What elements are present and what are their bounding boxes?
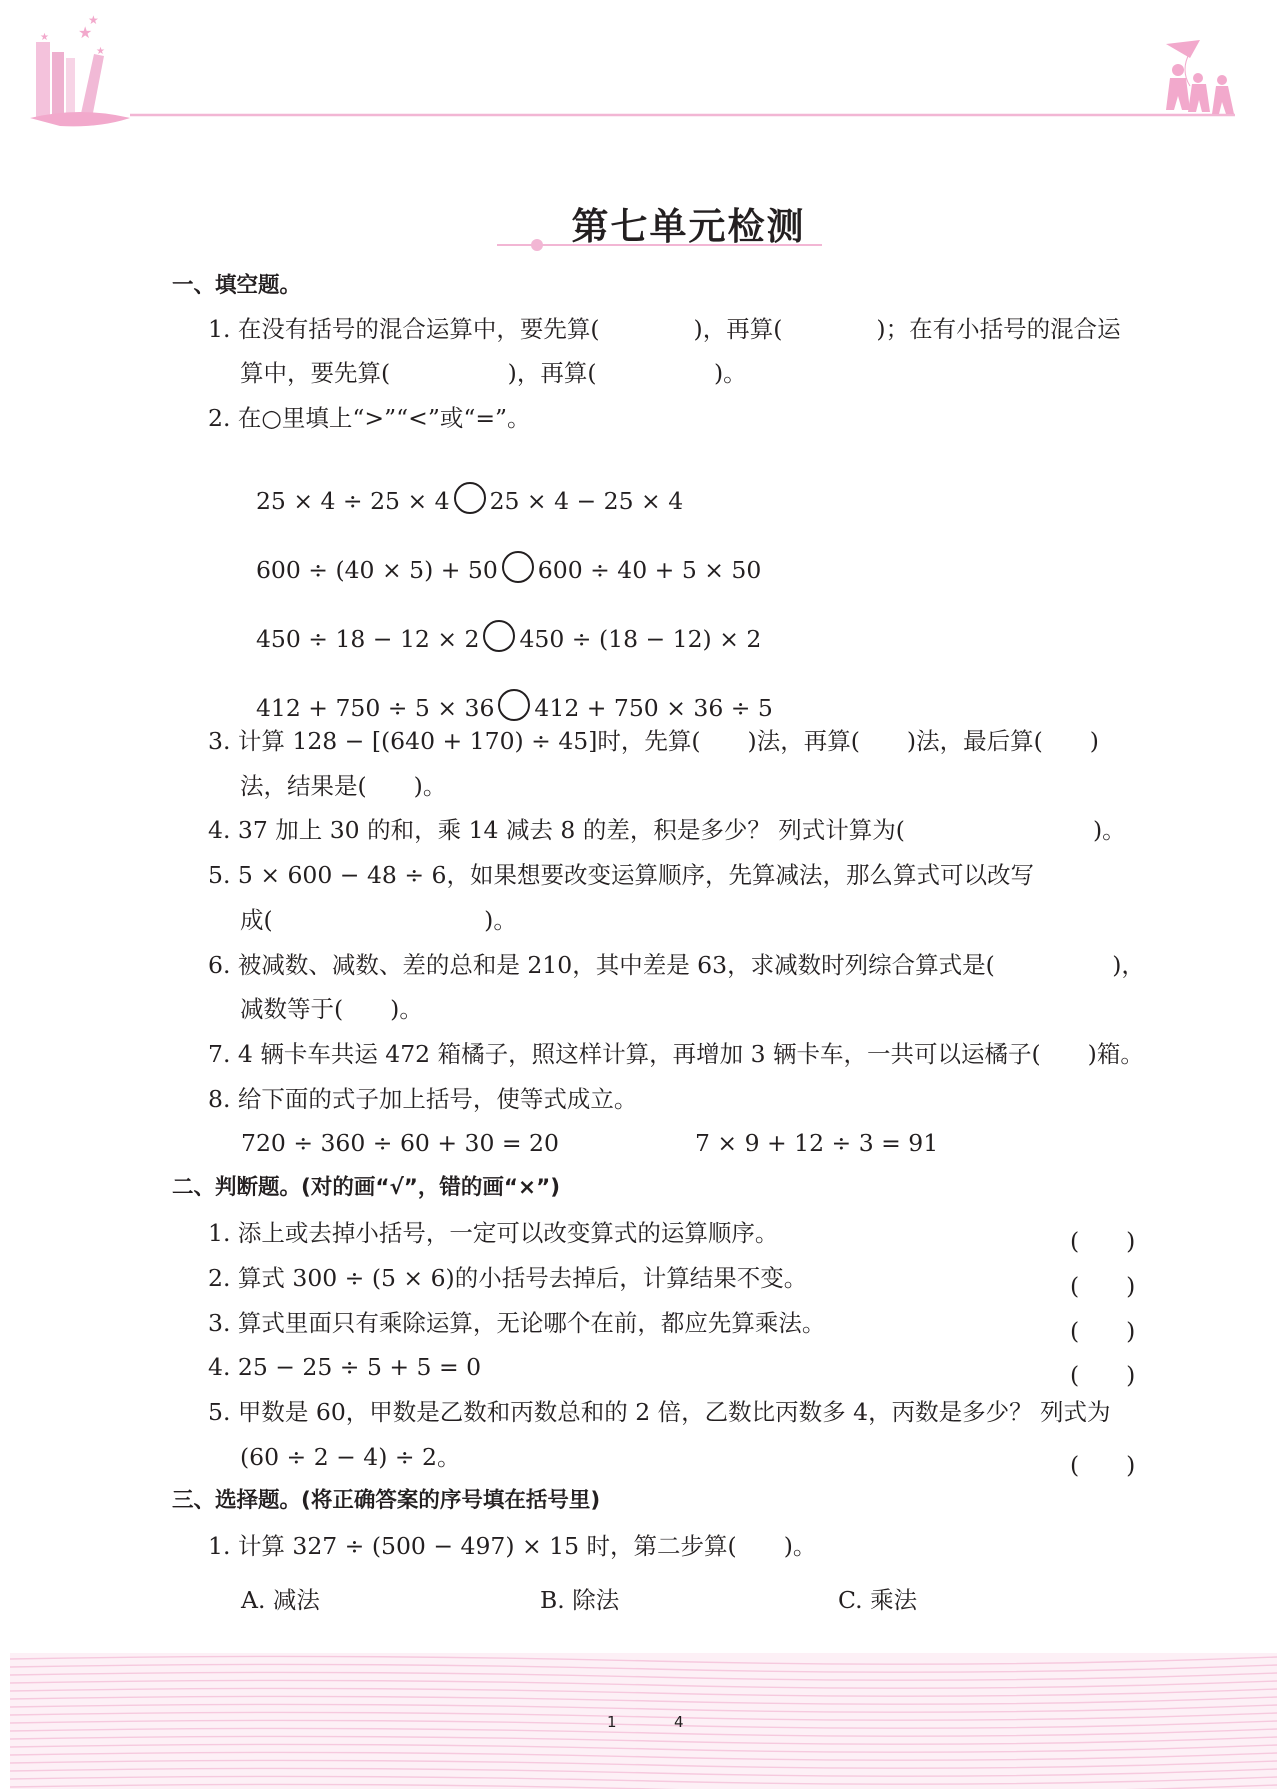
judge-item-2: 2. 算式 300 ÷ (5 × 6)的小括号去掉后，计算结果不变。 <box>208 1264 808 1292</box>
svg-text:★: ★ <box>78 23 93 42</box>
compare-row <box>241 466 683 514</box>
compare-row <box>241 604 761 652</box>
section2-heading: 二、判断题。(对的画“√”，错的画“×”) <box>172 1175 561 1200</box>
page-number-digit: 1 <box>607 1713 617 1731</box>
compare-right: 450 ÷ (18 − 12) × 2 <box>519 624 762 653</box>
question-6-line-1: 6. 被减数、减数、差的总和是 210，其中差是 63，求减数时列综合算式是( )， <box>208 951 1145 979</box>
footer-decoration <box>10 1653 1277 1789</box>
section1-heading: 一、填空题。 <box>172 273 302 298</box>
page-number-digit: 4 <box>674 1713 684 1731</box>
question-1-line-2: 算中，要先算( )，再算( )。 <box>240 359 747 387</box>
answer-blank[interactable]: ( ) <box>1070 1317 1136 1345</box>
compare-left: 412 + 750 ÷ 5 × 36 <box>255 693 495 722</box>
judge-item-1: 1. 添上或去掉小括号，一定可以改变算式的运算顺序。 <box>208 1219 779 1247</box>
option-a[interactable]: A. 减法 <box>241 1586 320 1614</box>
svg-text:★: ★ <box>96 46 105 57</box>
svg-text:★: ★ <box>88 13 99 27</box>
answer-circle[interactable] <box>498 689 530 721</box>
books-icon <box>30 13 130 126</box>
page-title: 第七单元检测 <box>571 204 806 248</box>
answer-circle[interactable] <box>483 620 515 652</box>
section3-heading: 三、选择题。(将正确答案的序号填在括号里) <box>172 1488 601 1513</box>
equation-1: 720 ÷ 360 ÷ 60 + 30 = 20 <box>241 1129 559 1157</box>
answer-blank[interactable]: ( ) <box>1070 1361 1136 1389</box>
question-3-line-1: 3. 计算 128 − [(640 + 170) ÷ 45]时，先算( )法，再算( )法，最后算( ) <box>208 727 1099 755</box>
answer-blank[interactable]: ( ) <box>1070 1272 1136 1300</box>
question-2: 2. 在○里填上“>”“<”或“=”。 <box>208 404 531 432</box>
option-c[interactable]: C. 乘法 <box>838 1586 918 1614</box>
compare-row <box>241 535 761 583</box>
title-underline <box>497 238 822 252</box>
question-4: 4. 37 加上 30 的和，乘 14 减去 8 的差，积是多少？ 列式计算为( )。 <box>208 816 1126 844</box>
question-1-line-1: 1. 在没有括号的混合运算中，要先算( )，再算( )；在有小括号的混合运 <box>208 315 1121 343</box>
question-6-line-2: 减数等于( )。 <box>240 995 423 1023</box>
header-decoration <box>0 0 1287 140</box>
children-kite-icon <box>1166 40 1234 114</box>
answer-circle[interactable] <box>502 551 534 583</box>
equation-2: 7 × 9 + 12 ÷ 3 = 91 <box>695 1129 939 1157</box>
judge-item-5-line-2: (60 ÷ 2 − 4) ÷ 2。 <box>240 1443 461 1471</box>
question-3-line-2: 法，结果是( )。 <box>240 772 447 800</box>
svg-text:★: ★ <box>40 32 49 43</box>
compare-row <box>241 673 773 721</box>
question-7: 7. 4 辆卡车共运 472 箱橘子，照这样计算，再增加 3 辆卡车，一共可以运橘子( )箱。 <box>208 1040 1144 1068</box>
compare-right: 412 + 750 × 36 ÷ 5 <box>534 693 773 722</box>
answer-blank[interactable]: ( ) <box>1070 1227 1136 1255</box>
choice-question-1: 1. 计算 327 ÷ (500 − 497) × 15 时，第二步算( )。 <box>208 1532 817 1560</box>
answer-circle[interactable] <box>454 482 486 514</box>
question-8: 8. 给下面的式子加上括号，使等式成立。 <box>208 1085 638 1113</box>
judge-item-4: 4. 25 − 25 ÷ 5 + 5 = 0 <box>208 1353 482 1381</box>
compare-left: 450 ÷ 18 − 12 × 2 <box>255 624 480 653</box>
question-5-line-2: 成( )。 <box>240 906 517 934</box>
option-b[interactable]: B. 除法 <box>540 1586 620 1614</box>
judge-item-3: 3. 算式里面只有乘除运算，无论哪个在前，都应先算乘法。 <box>208 1309 826 1337</box>
compare-left: 25 × 4 ÷ 25 × 4 <box>255 486 450 515</box>
judge-item-5-line-1: 5. 甲数是 60，甲数是乙数和丙数总和的 2 倍，乙数比丙数多 4，丙数是多少？ 列式为 <box>208 1398 1111 1426</box>
compare-right: 25 × 4 − 25 × 4 <box>489 486 684 515</box>
compare-left: 600 ÷ (40 × 5) + 50 <box>255 555 498 584</box>
answer-blank[interactable]: ( ) <box>1070 1451 1136 1479</box>
compare-right: 600 ÷ 40 + 5 × 50 <box>537 555 762 584</box>
question-5-line-1: 5. 5 × 600 − 48 ÷ 6，如果想要改变运算顺序，先算减法，那么算式可以改写 <box>208 861 1034 889</box>
